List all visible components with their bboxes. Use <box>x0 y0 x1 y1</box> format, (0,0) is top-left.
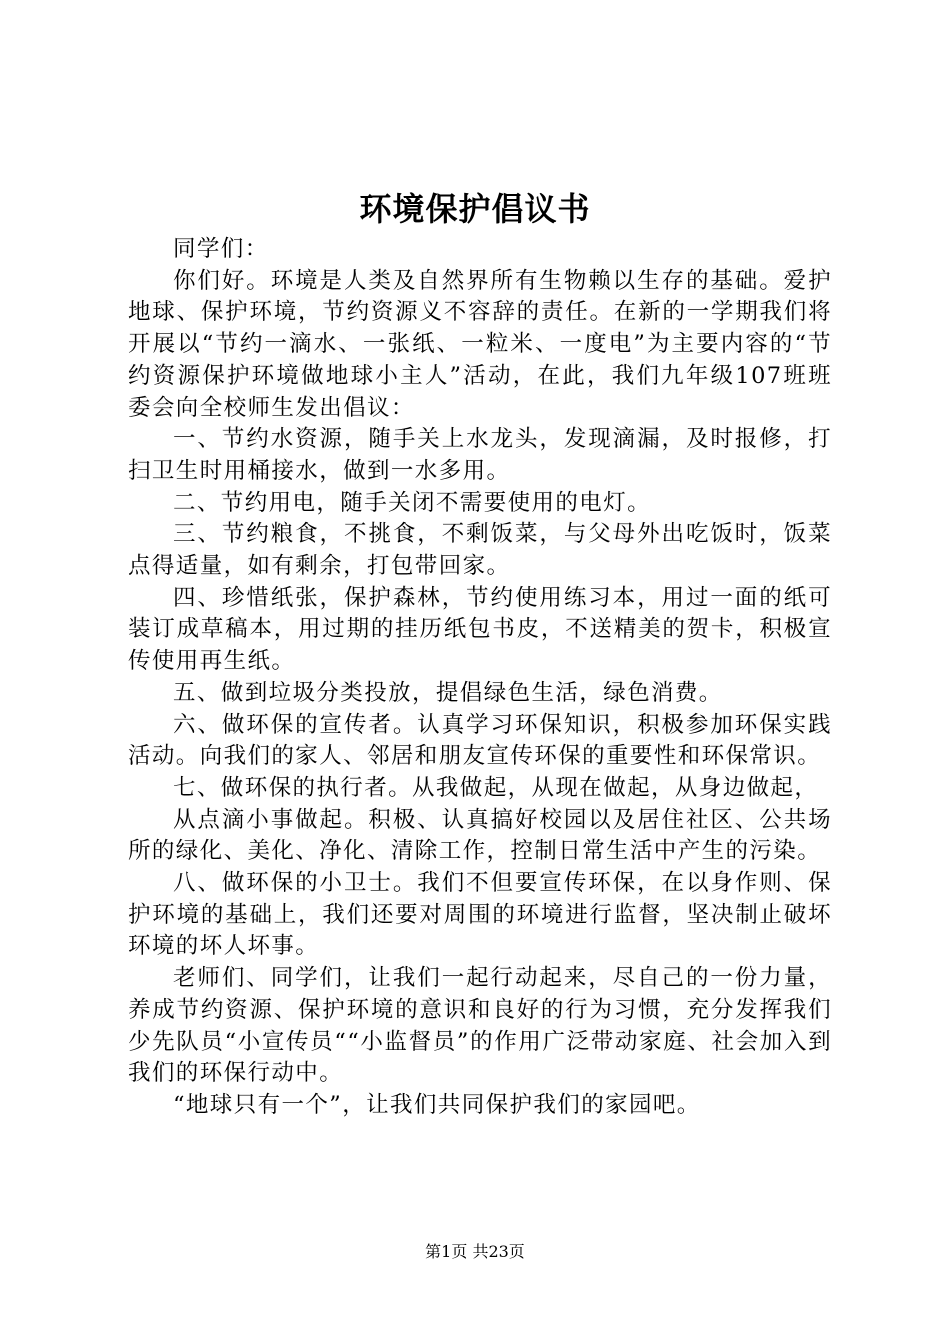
proposal-item-7-continued: 从点滴小事做起。积极、认真搞好校园以及居住社区、公共场所的绿化、美化、净化、清除工作，控制日常生活中产生的污染。 <box>128 806 832 865</box>
proposal-item-4: 四、珍惜纸张，保护森林，节约使用练习本，用过一面的纸可装订成草稿本，用过期的挂历纸包书皮，不送精美的贺卡，积极宣传使用再生纸。 <box>128 584 832 675</box>
proposal-item-5: 五、做到垃圾分类投放，提倡绿色生活，绿色消费。 <box>173 679 723 706</box>
proposal-item-6: 六、做环保的宣传者。认真学习环保知识，积极参加环保实践活动。向我们的家人、邻居和朋友宣传环保的重要性和环保常识。 <box>128 711 832 770</box>
closing-paragraph: 老师们、同学们，让我们一起行动起来，尽自己的一份力量，养成节约资源、保护环境的意识和良好的行为习惯，充分发挥我们少先队员“小宣传员““小监督员”的作用广泛带动家庭、社会加入到我们的环保行动中。 <box>128 965 832 1087</box>
document-title: 环境保护倡议书 <box>359 190 591 228</box>
proposal-item-1: 一、节约水资源，随手关上水龙头，发现滴漏，及时报修，打扫卫生时用桶接水，做到一水多用。 <box>128 426 832 484</box>
intro-paragraph: 你们好。环境是人类及自然界所有生物赖以生存的基础。爱护地球、保护环境，节约资源义不容辞的责任。在新的一学期我们将开展以“节约一滴水、一张纸、一粒米、一度电”为主要内容的“节约资源保护环境做地球小主人”活动，在此，我们九年级107班班委会向全校师生发出倡议： <box>128 267 832 421</box>
proposal-item-7: 七、做环保的执行者。从我做起，从现在做起，从身边做起， <box>173 774 819 801</box>
document-body <box>128 234 832 1122</box>
page-number-footer: 第1页 共23页 <box>425 1242 525 1261</box>
proposal-item-3: 三、节约粮食，不挑食，不剩饭菜，与父母外出吃饭时，饭菜点得适量，如有剩余，打包带回家。 <box>128 521 832 580</box>
closing-slogan: “地球只有一个”，让我们共同保护我们的家园吧。 <box>173 1091 701 1118</box>
salutation: 同学们： <box>173 236 269 262</box>
proposal-item-2: 二、节约用电，随手关闭不需要使用的电灯。 <box>173 489 652 516</box>
proposal-item-8: 八、做环保的小卫士。我们不但要宣传环保，在以身作则、保护环境的基础上，我们还要对周围的环境进行监督，坚决制止破坏环境的坏人坏事。 <box>128 870 832 960</box>
